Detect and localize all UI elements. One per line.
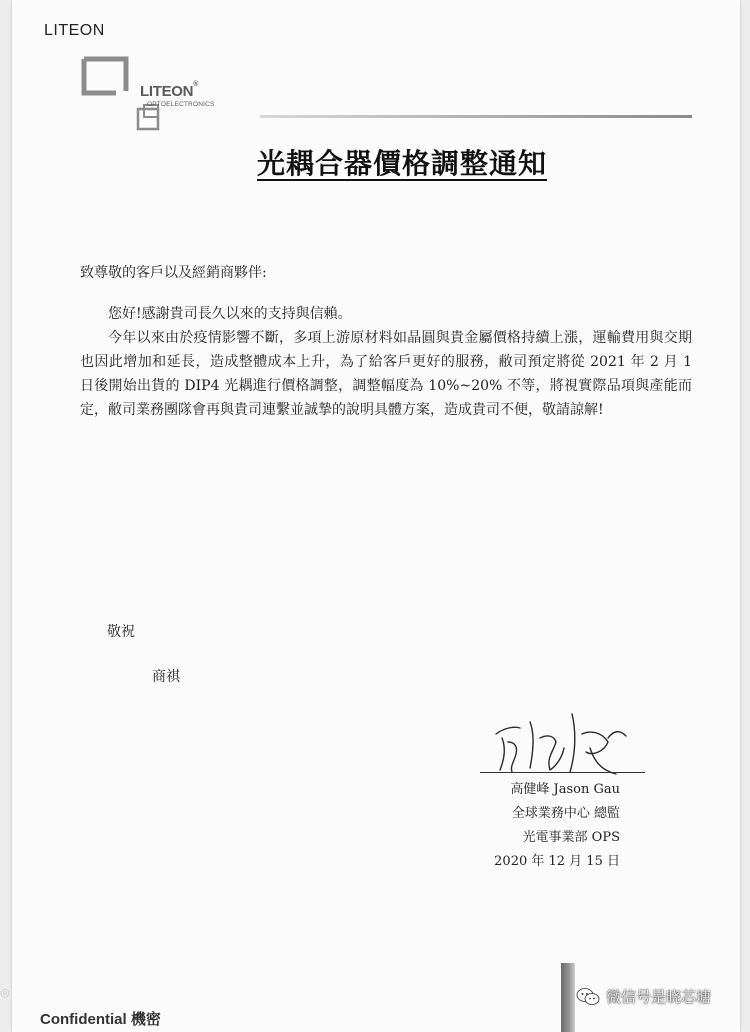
signature-line	[480, 772, 645, 773]
letter-body	[80, 302, 692, 422]
closing-line-2: 商祺	[152, 669, 180, 685]
header-divider	[260, 115, 692, 118]
signer-name: 高健峰 Jason Gau	[510, 782, 620, 797]
wechat-watermark	[576, 986, 711, 1007]
letter-date: 2020 年 12 月 15 日	[494, 854, 620, 869]
handwritten-signature	[490, 708, 640, 780]
confidential-label: Confidential 機密	[40, 1011, 161, 1028]
signer-department: 全球業務中心 總監	[511, 806, 620, 821]
logo-brand: LITEON	[140, 83, 194, 100]
closing-line-1: 敬祝	[107, 624, 135, 640]
document-page	[12, 0, 740, 1032]
header-company-name: LITEON	[44, 22, 105, 39]
logo-brand-text	[140, 83, 198, 100]
corner-mark-icon: ◎	[0, 986, 10, 999]
logo-subtitle: OPTOELECTRONICS	[147, 101, 215, 108]
greeting-paragraph: 您好!感謝貴司長久以來的支持與信賴。	[108, 306, 352, 322]
main-paragraph: 今年以來由於疫情影響不斷，多項上游原材料如晶圓與貴金屬價格持續上漲，運輸費用與交期也因此增加和延長，造成整體成本上升，為了給客戶更好的服務，敝司預定將從 2021 年 2 月 1 日後開始出貨的 DIP4 光耦進行價格調整，調整幅度為 10%~20% 不等，將視實際品項與產能而定，敝司業務團隊會再與貴司連繫並誠摯的說明具體方案，造成貴司不便，敬請諒解!	[80, 330, 692, 418]
watermark-text: 微信号是晓芯塘	[606, 988, 712, 1006]
logo-trademark: ®	[193, 81, 199, 88]
salutation: 致尊敬的客戶以及經銷商夥伴:	[80, 265, 267, 281]
binder-clip	[561, 963, 575, 1032]
signer-block	[494, 778, 620, 874]
signer-unit: 光電事業部 OPS	[522, 830, 620, 845]
wechat-icon	[576, 987, 600, 1007]
document-title: 光耦合器價格調整通知	[256, 147, 547, 180]
